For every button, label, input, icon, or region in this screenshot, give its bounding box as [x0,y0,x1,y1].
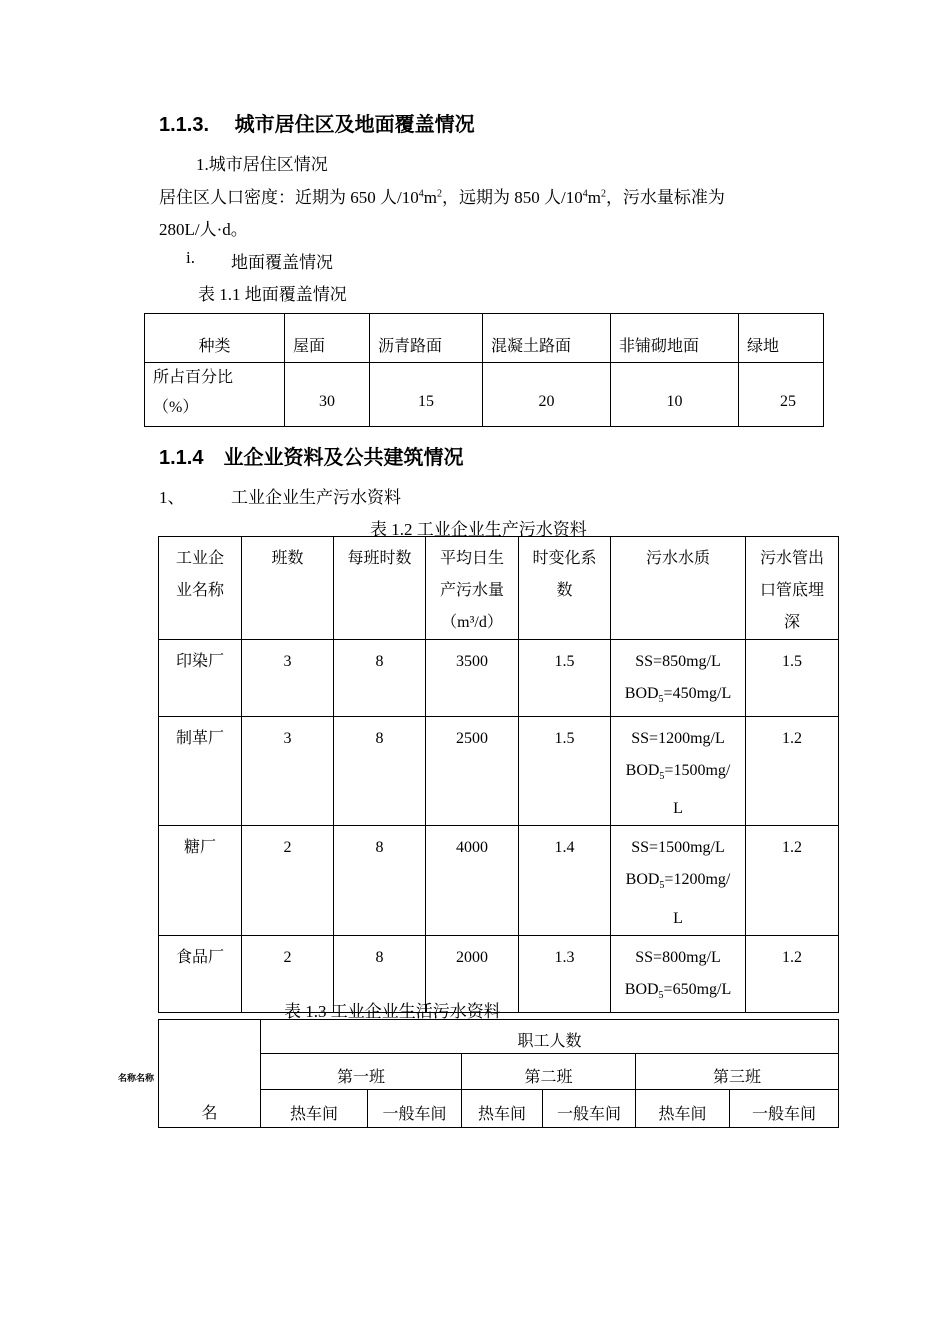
shifts: 2 [242,826,334,935]
header-daily-flow: 平均日生 产污水量 （m³/d） [426,537,519,640]
header-pipe-depth: 污水管出 口管底埋 深 [746,537,839,640]
density-paragraph-line2: 280L/人·d。 [159,220,248,239]
water-quality: SS=1200mg/L $BOD_5=1500mg/$ L [611,717,746,826]
row-label-percent: 所占百分比 （%） [145,363,285,427]
pipe-depth: 1.5 [746,640,839,717]
value-roof: 30 [285,363,370,427]
variation-coef: 1.4 [519,826,611,935]
water-quality: SS=800mg/L $BOD_5=650mg/L$ [611,935,746,1012]
name-cell: 名 [159,1020,261,1128]
hours: 8 [334,717,426,826]
variation-coef: 1.3 [519,935,611,1012]
table-row [159,826,839,935]
value-green: 25 [739,363,824,427]
header-shift-2: 第二班 [462,1054,636,1090]
header-general-workshop: 一般车间 [543,1090,636,1128]
header-general-workshop: 一般车间 [730,1090,839,1128]
value-concrete: 20 [483,363,611,427]
table3-caption: 表 1.3 工业企业生活污水资料 [284,1002,501,1021]
header-green: 绿地 [739,314,824,363]
pipe-depth: 1.2 [746,717,839,826]
daily-flow: 2500 [426,717,519,826]
value-unpaved: 10 [611,363,739,427]
header-water-quality: 污水水质 [611,537,746,640]
header-shift-1: 第一班 [261,1054,462,1090]
section-heading-1-1-3: 1.1.3. 城市居住区及地面覆盖情况 [159,114,475,136]
header-type: 种类 [145,314,285,363]
section-heading-1-1-4: 1.1.4 业企业资料及公共建筑情况 [159,447,464,469]
header-unpaved: 非铺砌地面 [611,314,739,363]
header-hours-per-shift: 每班时数 [334,537,426,640]
enterprise-name: 制革厂 [159,717,242,826]
ground-cover-table [144,313,824,427]
header-variation-coef: 时变化系 数 [519,537,611,640]
header-general-workshop: 一般车间 [368,1090,462,1128]
industrial-wastewater-table [158,536,839,1013]
enterprise-name: 糖厂 [159,826,242,935]
variation-coef: 1.5 [519,640,611,717]
subheading-industrial-wastewater: 工业企业生产污水资料 [231,488,401,507]
shifts: 2 [242,935,334,1012]
header-asphalt: 沥青路面 [370,314,483,363]
subheading-ground-cover: 地面覆盖情况 [231,253,333,272]
header-shift-3: 第三班 [636,1054,839,1090]
hours: 8 [334,640,426,717]
hours: 8 [334,935,426,1012]
table-row [159,717,839,826]
subheading-residential-area: 1.城市居住区情况 [196,155,328,174]
water-quality: SS=850mg/L $BOD_5=450mg/L$ [611,640,746,717]
header-roof: 屋面 [285,314,370,363]
header-concrete: 混凝土路面 [483,314,611,363]
enterprise-name: 食品厂 [159,935,242,1012]
variation-coef: 1.5 [519,717,611,826]
density-paragraph-line1: 居住区人口密度：近期为 650 人$/10^4m^2$，远期为 850 人$/10^4m^2$，污水量标准为 [159,188,725,207]
shifts: 3 [242,640,334,717]
table-row [159,640,839,717]
header-hot-workshop: 热车间 [636,1090,730,1128]
hours: 8 [334,826,426,935]
daily-flow: 4000 [426,826,519,935]
header-enterprise-name: 工业企 业名称 [159,537,242,640]
value-asphalt: 15 [370,363,483,427]
table2-caption: 表 1.2 工业企业生产污水资料 [370,520,587,539]
header-hot-workshop: 热车间 [261,1090,368,1128]
header-shifts: 班数 [242,537,334,640]
daily-flow: 3500 [426,640,519,717]
side-label: 名称名称 [118,1073,155,1083]
table1-caption: 表 1.1 地面覆盖情况 [198,285,347,304]
header-worker-count: 职工人数 [261,1020,839,1054]
daily-flow: 2000 [426,935,519,1012]
list-marker-1: 1、 [159,488,185,507]
pipe-depth: 1.2 [746,935,839,1012]
list-marker-i: i. [186,248,195,267]
water-quality: SS=1500mg/L $BOD_5=1200mg/$ L [611,826,746,935]
header-hot-workshop: 热车间 [462,1090,543,1128]
shifts: 3 [242,717,334,826]
domestic-wastewater-table [158,1019,839,1128]
pipe-depth: 1.2 [746,826,839,935]
enterprise-name: 印染厂 [159,640,242,717]
